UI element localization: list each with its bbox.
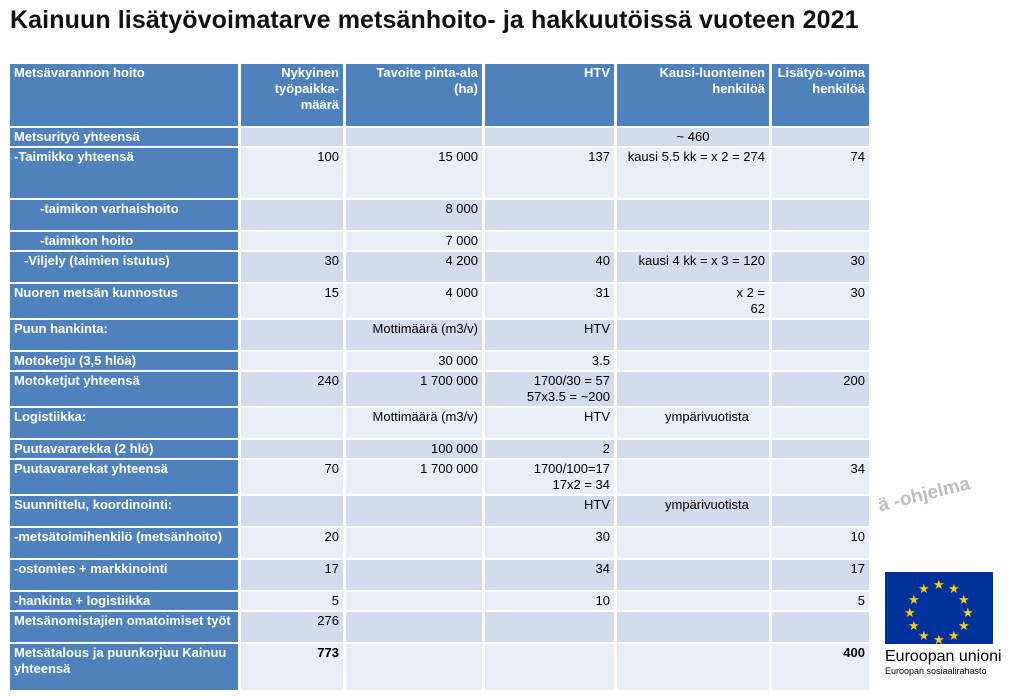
cell: 31 — [485, 284, 614, 318]
cell: kausi 4 kk = x 3 = 120 — [617, 252, 769, 282]
cell — [617, 612, 769, 642]
cell: 40 — [485, 252, 614, 282]
cell — [617, 440, 769, 458]
cell — [241, 200, 343, 230]
table-header-row — [10, 64, 869, 126]
cell — [485, 232, 614, 250]
cell — [485, 612, 614, 642]
cell: kausi 5.5 kk = x 2 = 274 — [617, 148, 769, 198]
row-label: Motoketjut yhteensä — [10, 372, 238, 406]
table-row — [10, 644, 869, 690]
table-row — [10, 200, 869, 230]
cell: 30 — [772, 252, 869, 282]
table-row — [10, 232, 869, 250]
cell — [346, 592, 482, 610]
cell: HTV — [485, 408, 614, 438]
header-cell: Tavoite pinta-ala (ha) — [346, 64, 482, 126]
cell — [772, 612, 869, 642]
cell: 30 000 — [346, 352, 482, 370]
row-label: Logistiikka: — [10, 408, 238, 438]
cell — [772, 200, 869, 230]
cell — [772, 440, 869, 458]
table-row — [10, 408, 869, 438]
cell — [772, 128, 869, 146]
cell: 2 — [485, 440, 614, 458]
cell — [617, 460, 769, 494]
cell — [241, 496, 343, 526]
eu-fund-name: Euroopan sosiaalirahasto — [885, 666, 987, 676]
cell — [772, 352, 869, 370]
table-row — [10, 128, 869, 146]
cell: Mottimäärä (m3/v) — [346, 408, 482, 438]
row-label: Puutavararekka (2 hlö) — [10, 440, 238, 458]
cell — [772, 232, 869, 250]
cell: ympärivuotista — [617, 408, 769, 438]
cell: 10 — [772, 528, 869, 558]
row-label: Metsänomistajien omatoimiset työt — [10, 612, 238, 642]
row-label: Motoketju (3,5 hlöä) — [10, 352, 238, 370]
cell — [346, 128, 482, 146]
row-label: -ostomies + markkinointi — [10, 560, 238, 590]
cell: 200 — [772, 372, 869, 406]
table-row — [10, 460, 869, 494]
cell: ympärivuotista — [617, 496, 769, 526]
eu-flag-icon: ★ ★ ★ ★ ★ ★ ★ ★ ★ ★ ★ ★ — [885, 572, 993, 644]
cell: 1700/100=17 17x2 = 34 — [485, 460, 614, 494]
table-row — [10, 320, 869, 350]
cell — [241, 128, 343, 146]
table-row — [10, 496, 869, 526]
row-label: -taimikon varhaishoito — [10, 200, 238, 230]
eu-name: Euroopan unioni — [885, 648, 1002, 665]
table-row — [10, 612, 869, 642]
cell: 34 — [485, 560, 614, 590]
cell — [617, 232, 769, 250]
row-label: -metsätoimihenkilö (metsänhoito) — [10, 528, 238, 558]
cell: 773 — [241, 644, 343, 690]
cell — [485, 128, 614, 146]
row-label: -Taimikko yhteensä — [10, 148, 238, 198]
table-row — [10, 352, 869, 370]
cell — [346, 528, 482, 558]
cell — [241, 320, 343, 350]
cell: 240 — [241, 372, 343, 406]
cell: 15 — [241, 284, 343, 318]
cell: 20 — [241, 528, 343, 558]
table-row — [10, 284, 869, 318]
cell — [241, 440, 343, 458]
cell — [346, 560, 482, 590]
cell: HTV — [485, 496, 614, 526]
workforce-table — [7, 62, 872, 692]
cell: HTV — [485, 320, 614, 350]
cell: 276 — [241, 612, 343, 642]
cell: 15 000 — [346, 148, 482, 198]
cell: 70 — [241, 460, 343, 494]
cell — [241, 408, 343, 438]
cell — [241, 352, 343, 370]
cell: 10 — [485, 592, 614, 610]
cell: 30 — [772, 284, 869, 318]
cell: 137 — [485, 148, 614, 198]
row-label: -hankinta + logistiikka — [10, 592, 238, 610]
cell — [617, 592, 769, 610]
table-row — [10, 592, 869, 610]
cell: 3.5 — [485, 352, 614, 370]
header-cell: HTV — [485, 64, 614, 126]
cell: 1700/30 = 57 57x3.5 = ~200 — [485, 372, 614, 406]
table-row — [10, 252, 869, 282]
cell: 17 — [241, 560, 343, 590]
cell — [241, 232, 343, 250]
cell: 30 — [241, 252, 343, 282]
row-label: -taimikon hoito — [10, 232, 238, 250]
table-row — [10, 440, 869, 458]
cell: 7 000 — [346, 232, 482, 250]
row-label: Nuoren metsän kunnostus — [10, 284, 238, 318]
cell — [617, 528, 769, 558]
cell: 8 000 — [346, 200, 482, 230]
cell: Mottimäärä (m3/v) — [346, 320, 482, 350]
header-cell: Metsävarannon hoito — [10, 64, 238, 126]
cell — [346, 644, 482, 690]
cell — [485, 200, 614, 230]
header-cell: Kausi-luonteinen henkilöä — [617, 64, 769, 126]
header-cell: Lisätyö-voima henkilöä — [772, 64, 869, 126]
cell — [772, 496, 869, 526]
cell: x 2 = 62 — [617, 284, 769, 318]
table-row — [10, 372, 869, 406]
cell — [617, 320, 769, 350]
cell: 34 — [772, 460, 869, 494]
slide-title: Kainuun lisätyövoimatarve metsänhoito- ja hakkuutöissä vuoteen 2021 — [10, 6, 859, 34]
cell — [485, 644, 614, 690]
cell: 5 — [241, 592, 343, 610]
cell: 4 000 — [346, 284, 482, 318]
cell — [617, 644, 769, 690]
header-cell: Nykyinen työpaikka-määrä — [241, 64, 343, 126]
cell — [346, 496, 482, 526]
cell — [617, 372, 769, 406]
row-label: Metsätalous ja puunkorjuu Kainuu yhteensä — [10, 644, 238, 690]
row-label: Puun hankinta: — [10, 320, 238, 350]
cell: 1 700 000 — [346, 460, 482, 494]
cell — [617, 200, 769, 230]
cell — [772, 408, 869, 438]
cell: 4 200 — [346, 252, 482, 282]
cell: 1 700 000 — [346, 372, 482, 406]
table-row — [10, 528, 869, 558]
row-label: Suunnittelu, koordinointi: — [10, 496, 238, 526]
row-label: -Viljely (taimien istutus) — [10, 252, 238, 282]
cell: 5 — [772, 592, 869, 610]
cell: 100 — [241, 148, 343, 198]
row-label: Puutavararekat yhteensä — [10, 460, 238, 494]
cell: 100 000 — [346, 440, 482, 458]
cell — [772, 320, 869, 350]
cell: ~ 460 — [617, 128, 769, 146]
row-label: Metsurityö yhteensä — [10, 128, 238, 146]
cell — [346, 612, 482, 642]
eu-logo — [885, 572, 1002, 692]
cell: 400 — [772, 644, 869, 690]
cell — [617, 352, 769, 370]
cell: 17 — [772, 560, 869, 590]
cell: 30 — [485, 528, 614, 558]
program-watermark: ä -ohjelma — [876, 473, 973, 517]
cell: 74 — [772, 148, 869, 198]
table-row — [10, 560, 869, 590]
cell — [617, 560, 769, 590]
table-row — [10, 148, 869, 198]
